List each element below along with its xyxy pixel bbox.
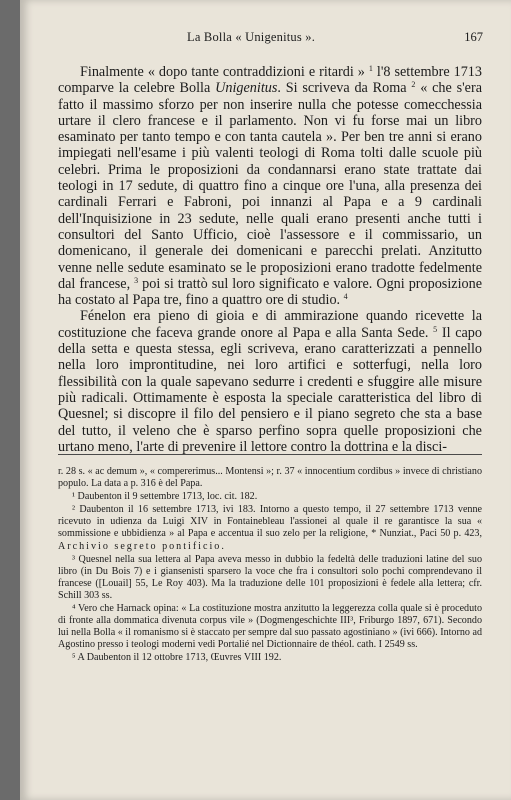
footnote-ref-1: 1 [368, 64, 373, 73]
footnote-ref-2: 2 [411, 80, 416, 90]
footnote-ref-3: 3 [134, 275, 139, 285]
book-page [20, 0, 511, 800]
bull-title: Unigenitus [215, 80, 278, 97]
footnote-divider [58, 454, 482, 455]
paragraph-1: Finalmente « dopo tante contraddizioni e ritardi » $^1$ l'8 settembre 1713 comparve la celebre Bolla Unigenitus. Si scriveva da Roma $^2$ « che s'era fatto il massimo sforzo per non inserire nulla che potesse comecchessia urtare il clero francese e il parlamento. Non vi fu forse mai un libro esaminato per tanto tempo e con tanta cautela ». Per ben tre anni si erano impiegati nell'esame i più valenti teologi di Roma tolti dalle scuole più celebri. Prima le proposizioni da condannarsi erano state trattate dai teologi in 17 sedute, di quattro fino a cinque ore l'una, alla presenza dei cardinali Ferrari e Fabroni, poi innanzi al Papa e a 9 cardinali dell'Inquisizione in 23 sedute, nelle quali erano presenti anche tutti i consultori del Santo Ufficio, cioè l'assessore e il commissario, un domenicano, il generale dei domenicani e parecchi prelati. Anzitutto venne nelle sedute esaminato se le proposizioni erano tradotte fedelmente dal francese, $^3$ poi si trattò sul loro significato e valore. Ogni proposizione ha costato al Papa tre, fino a quattro ore di studio. $^4$ [58, 64, 482, 309]
paragraph-2: Fénelon era pieno di gioia e di ammirazione quando ricevette la costituzione che faceva grande onore al Papa e alla Santa Sede. $^5$ Il capo della setta e questa stessa, egli scriveva, erano caratterizzati a pennello nella loro improntitudine, nei loro artifici e sotterfugi, nella loro flessibilità con la quale sapevano sedurre i credenti e sfuggire alle misure più radicali. Ottimamente è esposta la speciale caratteristica del libro di Quesnel; si discopre il filo del pensiero e il piano segreto che sta a base del tutto, il veleno che è sparso perfino sopra quelle proposizioni che urtano meno, l'arte di prevenire il lettore contro la dottrina e la disci- [58, 308, 482, 455]
archive-name: Archivio segreto pontificio. [58, 540, 226, 552]
footnote-5: ⁵ A Daubenton il 12 ottobre 1713, Œuvres VIII 192. [72, 652, 282, 664]
running-title: La Bolla « Unigenitus ». [187, 30, 316, 44]
footnote-3: ³ Quesnel nella sua lettera al Papa aveva messo in dubbio la fedeltà delle traduzioni latine del suo libro (in Du Bois 7) e i giansenisti sparsero la voce che fra i consultori solo pochi comprendevano il francese ([Louail] 55, Le Roy 403). Ma la traduzione delle 101 proposizioni è fedele alla lettera; cfr. Schill 303 ss. [58, 553, 482, 601]
main-text [58, 64, 482, 455]
footnote-1: ¹ Daubenton il 9 settembre 1713, loc. cit. 182. [72, 491, 258, 503]
footnote-4: ⁴ Vero che Harnack opina: « La costituzione mostra anzitutto la leggerezza colla quale si è proceduto di fronte alla dommatica divenuta corpus vile » (Dogmengeschichte III³, Friburgo 1897, 671). Secondo lui nella Bolla « il romanismo si è staccato per sempre dal suo passato agostiniano » (ivi 666). Intorno ad Agostino presso i teologi moderni vedi Portalié nel Dictionnaire de théol. cath. I 2549 ss. [58, 603, 482, 651]
running-head [65, 30, 483, 45]
footnotes [58, 466, 482, 665]
footnote-ref-4: 4 [343, 292, 348, 302]
footnote-continued: r. 28 s. « ac demum », « compererimus... Montensi »; r. 37 « innocentium cordibus » invece di christiano populo. La data a p. 316 è del Papa. [58, 466, 482, 490]
footnote-2: ² Daubenton il 16 settembre 1713, ivi 183. Intorno a questo tempo, il 27 settembre 1713 venne ricevuto in udienza da Luigi XIV in Fontainebleau l'assionei al quale il re garantisce la sua « sommissione e ubbidienza » al Papa e accentua il suo zelo per la religione, * Nunziat., Paci 50 p. 423, Archivio segreto pontificio. [58, 504, 482, 552]
footnote-ref-5: 5 [433, 324, 438, 334]
page-number: 167 [464, 30, 483, 44]
